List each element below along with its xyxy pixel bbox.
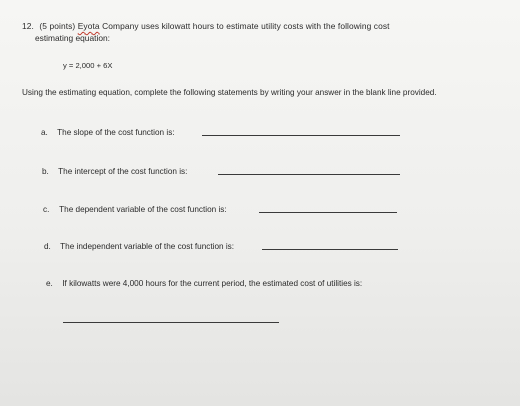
item-letter: a. xyxy=(41,128,48,137)
item-text: The intercept of the cost function is: xyxy=(58,167,188,176)
question-number: 12. xyxy=(22,21,34,31)
question-text: Company uses kilowatt hours to estimate utility costs with the following cost xyxy=(102,21,390,31)
item-text: The independent variable of the cost function is: xyxy=(60,242,235,251)
answer-blank-d[interactable] xyxy=(262,249,398,250)
item-text: The dependent variable of the cost function is: xyxy=(59,205,227,214)
instructions: Using the estimating equation, complete the following statements by writing your answer in the blank line provided. xyxy=(22,88,437,97)
answer-blank-e[interactable] xyxy=(63,322,279,323)
item-text: If kilowatts were 4,000 hours for the current period, the estimated cost of utilities is: xyxy=(62,279,363,288)
item-text: The slope of the cost function is: xyxy=(57,128,175,137)
item-a xyxy=(41,127,175,138)
question-header xyxy=(22,20,492,32)
answer-blank-a[interactable] xyxy=(202,135,400,136)
item-b xyxy=(42,166,187,177)
question-text-line2: estimating equation: xyxy=(35,33,110,43)
item-e xyxy=(46,278,362,289)
item-c xyxy=(43,204,227,215)
item-letter: e. xyxy=(46,279,53,288)
cost-equation: y = 2,000 + 6X xyxy=(63,61,113,70)
item-d xyxy=(44,241,234,252)
item-letter: b. xyxy=(42,167,49,176)
company-name: Eyota xyxy=(77,21,100,31)
item-letter: c. xyxy=(43,205,50,214)
answer-blank-b[interactable] xyxy=(218,174,400,175)
item-letter: d. xyxy=(44,242,51,251)
question-points: (5 points) xyxy=(39,21,76,31)
answer-blank-c[interactable] xyxy=(259,212,397,213)
